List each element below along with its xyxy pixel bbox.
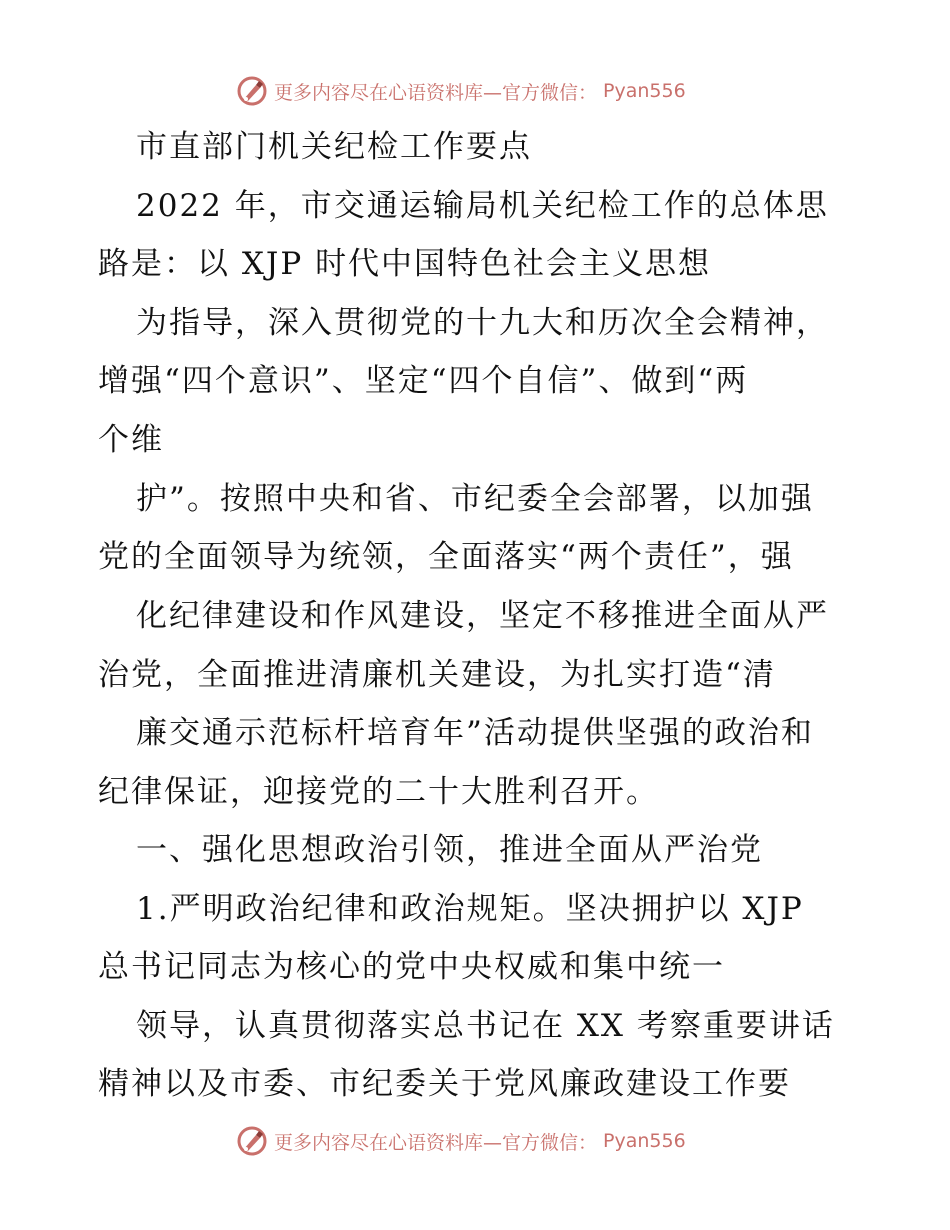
pen-logo-icon xyxy=(236,1125,268,1157)
paragraph-line: 纪律保证，迎接党的二十大胜利召开。 xyxy=(98,774,659,810)
paragraph-line: 护”。按照中央和省、市纪委全会部署，以加强 xyxy=(136,481,814,517)
watermark-wechat-id: Pyan556 xyxy=(603,80,686,102)
paragraph-line: 路是：以 XJP 时代中国特色社会主义思想 xyxy=(98,246,712,282)
paragraph-line: 党的全面领导为统领，全面落实“两个责任”，强 xyxy=(98,539,794,575)
document-title: 市直部门机关纪检工作要点 xyxy=(136,129,532,165)
watermark-wechat-id: Pyan556 xyxy=(603,1130,686,1152)
paragraph-line: 1.严明政治纪律和政治规矩。坚决拥护以 XJP xyxy=(136,891,804,927)
section-heading: 一、强化思想政治引领，推进全面从严治党 xyxy=(136,832,763,868)
paragraph-line: 化纪律建设和作风建设，坚定不移推进全面从严 xyxy=(136,598,829,634)
watermark-text: 更多内容尽在心语资料库—官方微信： xyxy=(274,81,598,104)
paragraph-line: 2022 年，市交通运输局机关纪检工作的总体思 xyxy=(136,188,829,224)
pen-logo-icon xyxy=(236,75,268,107)
paragraph-line: 增强“四个意识”、坚定“四个自信”、做到“两 xyxy=(98,363,749,399)
paragraph-line: 领导，认真贯彻落实总书记在 XX 考察重要讲话 xyxy=(136,1008,835,1044)
paragraph-line: 为指导，深入贯彻党的十九大和历次全会精神， xyxy=(136,305,829,341)
watermark-text: 更多内容尽在心语资料库—官方微信： xyxy=(274,1131,598,1154)
header-watermark xyxy=(236,74,686,108)
paragraph-line: 个维 xyxy=(98,422,164,458)
paragraph-line: 总书记同志为核心的党中央权威和集中统一 xyxy=(98,949,725,985)
paragraph-line: 治党，全面推进清廉机关建设，为扎实打造“清 xyxy=(98,657,776,693)
paragraph-line: 精神以及市委、市纪委关于党风廉政建设工作要 xyxy=(98,1066,791,1102)
footer-watermark xyxy=(236,1124,686,1158)
paragraph-line: 廉交通示范标杆培育年”活动提供坚强的政治和 xyxy=(136,715,814,751)
